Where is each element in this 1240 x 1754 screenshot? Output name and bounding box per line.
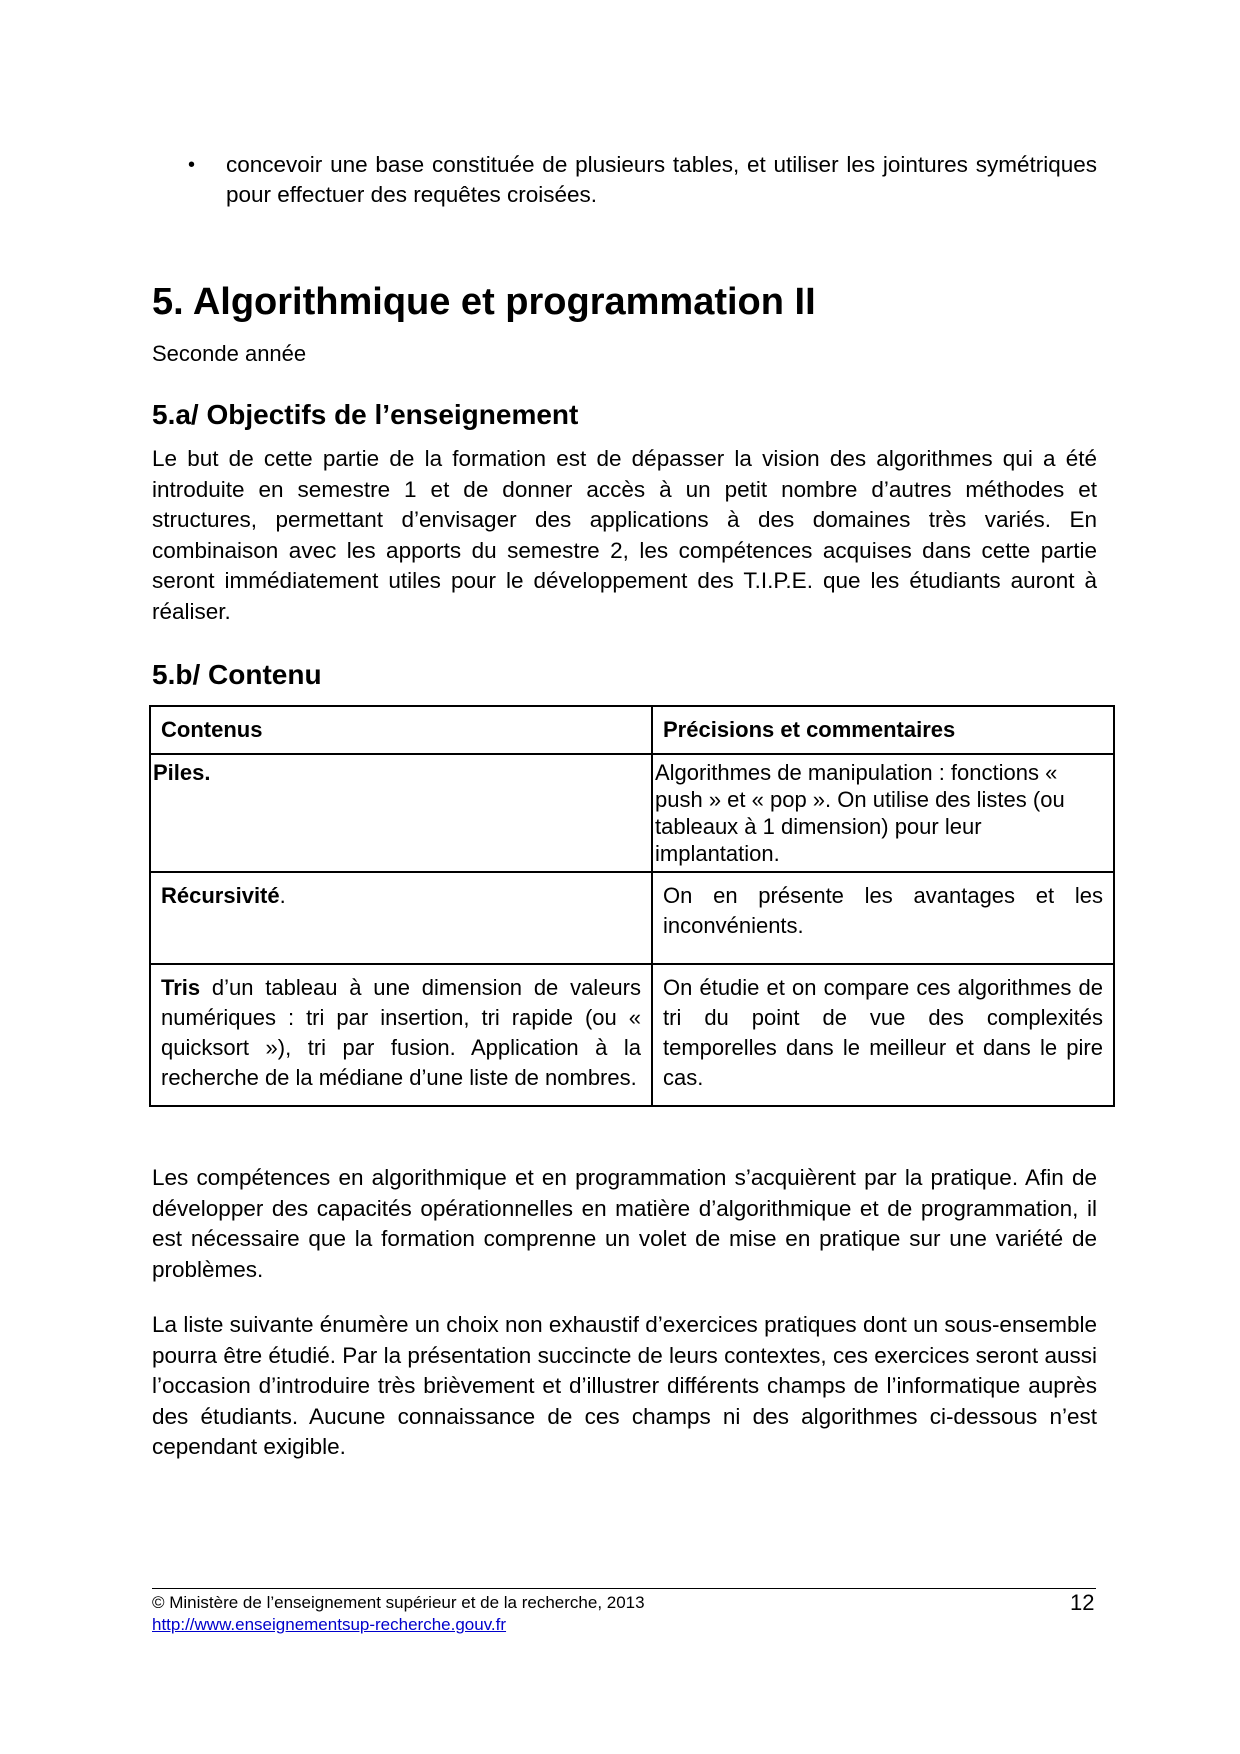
- table-cell-precisions: On étudie et on compare ces algorithmes de tri du point de vue des complexités temporelles dans le meilleur et dans le pire cas.: [652, 964, 1114, 1106]
- section-subtitle: Seconde année: [152, 341, 307, 366]
- table-cell-precisions: On en présente les avantages et les inconvénients.: [652, 872, 1114, 964]
- table-header-precisions: Précisions et commentaires: [652, 706, 1114, 754]
- footer-copyright: © Ministère de l’enseignement supérieur et de la recherche, 2013: [152, 1593, 645, 1612]
- cell-bold-term: Récursivité: [161, 883, 280, 908]
- footer-divider: [152, 1588, 1096, 1589]
- table-row: [150, 872, 1114, 964]
- cell-text: .: [279, 883, 286, 908]
- paragraph-competences: Les compétences en algorithmique et en programmation s’acquièrent par la pratique. Afin de développer des capacités opérationnelles en matière d’algorithmique et de programmation, il est nécessaire que la formation comprenne un volet de mise en pratique sur une variété de problèmes.: [152, 1165, 1097, 1282]
- table-row: [150, 754, 1114, 872]
- table-cell-contenus: [150, 754, 652, 872]
- table-cell-contenus: [150, 964, 652, 1106]
- table-row: [150, 964, 1114, 1106]
- table-cell-precisions: Algorithmes de manipulation : fonctions « push » et « pop ». On utilise des listes (ou tableaux à 1 dimension) pour leur implantation.: [652, 754, 1114, 872]
- cell-text: d’un tableau à une dimension de valeurs numériques : tri par insertion, tri rapide (ou « quicksort »), tri par fusion. Application à la recherche de la médiane d’une liste de nombres.: [161, 975, 641, 1090]
- cell-bold-term: Piles.: [153, 760, 211, 785]
- cell-bold-term: Tris: [161, 975, 201, 1000]
- table-cell-contenus: [150, 872, 652, 964]
- bullet-text: concevoir une base constituée de plusieurs tables, et utiliser les jointures symétriques pour effectuer des requêtes croisées.: [226, 152, 1097, 207]
- footer-link[interactable]: http://www.enseignementsup-recherche.gouv.fr: [152, 1615, 507, 1634]
- table-header-row: [150, 706, 1114, 754]
- bullet-item: [152, 150, 1097, 210]
- objectifs-paragraph: Le but de cette partie de la formation est de dépasser la vision des algorithmes qui a été introduite en semestre 1 et de donner accès à un petit nombre d’autres méthodes et structures, permettant d’envisager des applications à des domaines très variés. En combinaison avec les apports du semestre 2, les compétences acquises dans cette partie seront immédiatement utiles pour le développement des T.I.P.E. que les étudiants auront à réaliser.: [152, 446, 1097, 624]
- section-title: 5. Algorithmique et programmation II: [152, 281, 816, 323]
- page-number: 12: [1070, 1590, 1095, 1615]
- contenu-heading: 5.b/ Contenu: [152, 659, 322, 690]
- objectifs-heading: 5.a/ Objectifs de l’enseignement: [152, 399, 579, 430]
- table-header-contenus: Contenus: [150, 706, 652, 754]
- bullet-icon: •: [188, 154, 196, 176]
- paragraph-liste: La liste suivante énumère un choix non exhaustif d’exercices pratiques dont un sous-ensemble pourra être étudié. Par la présentation succincte de leurs contextes, ces exercices seront aussi l’occasion d’introduire très brièvement et d’illustrer différents champs de l’informatique auprès des étudiants. Aucune connaissance de ces champs ni des algorithmes ci-dessous n’est cependant exigible.: [152, 1312, 1097, 1459]
- content-table: [149, 705, 1115, 1107]
- bullet-list: [152, 150, 1097, 210]
